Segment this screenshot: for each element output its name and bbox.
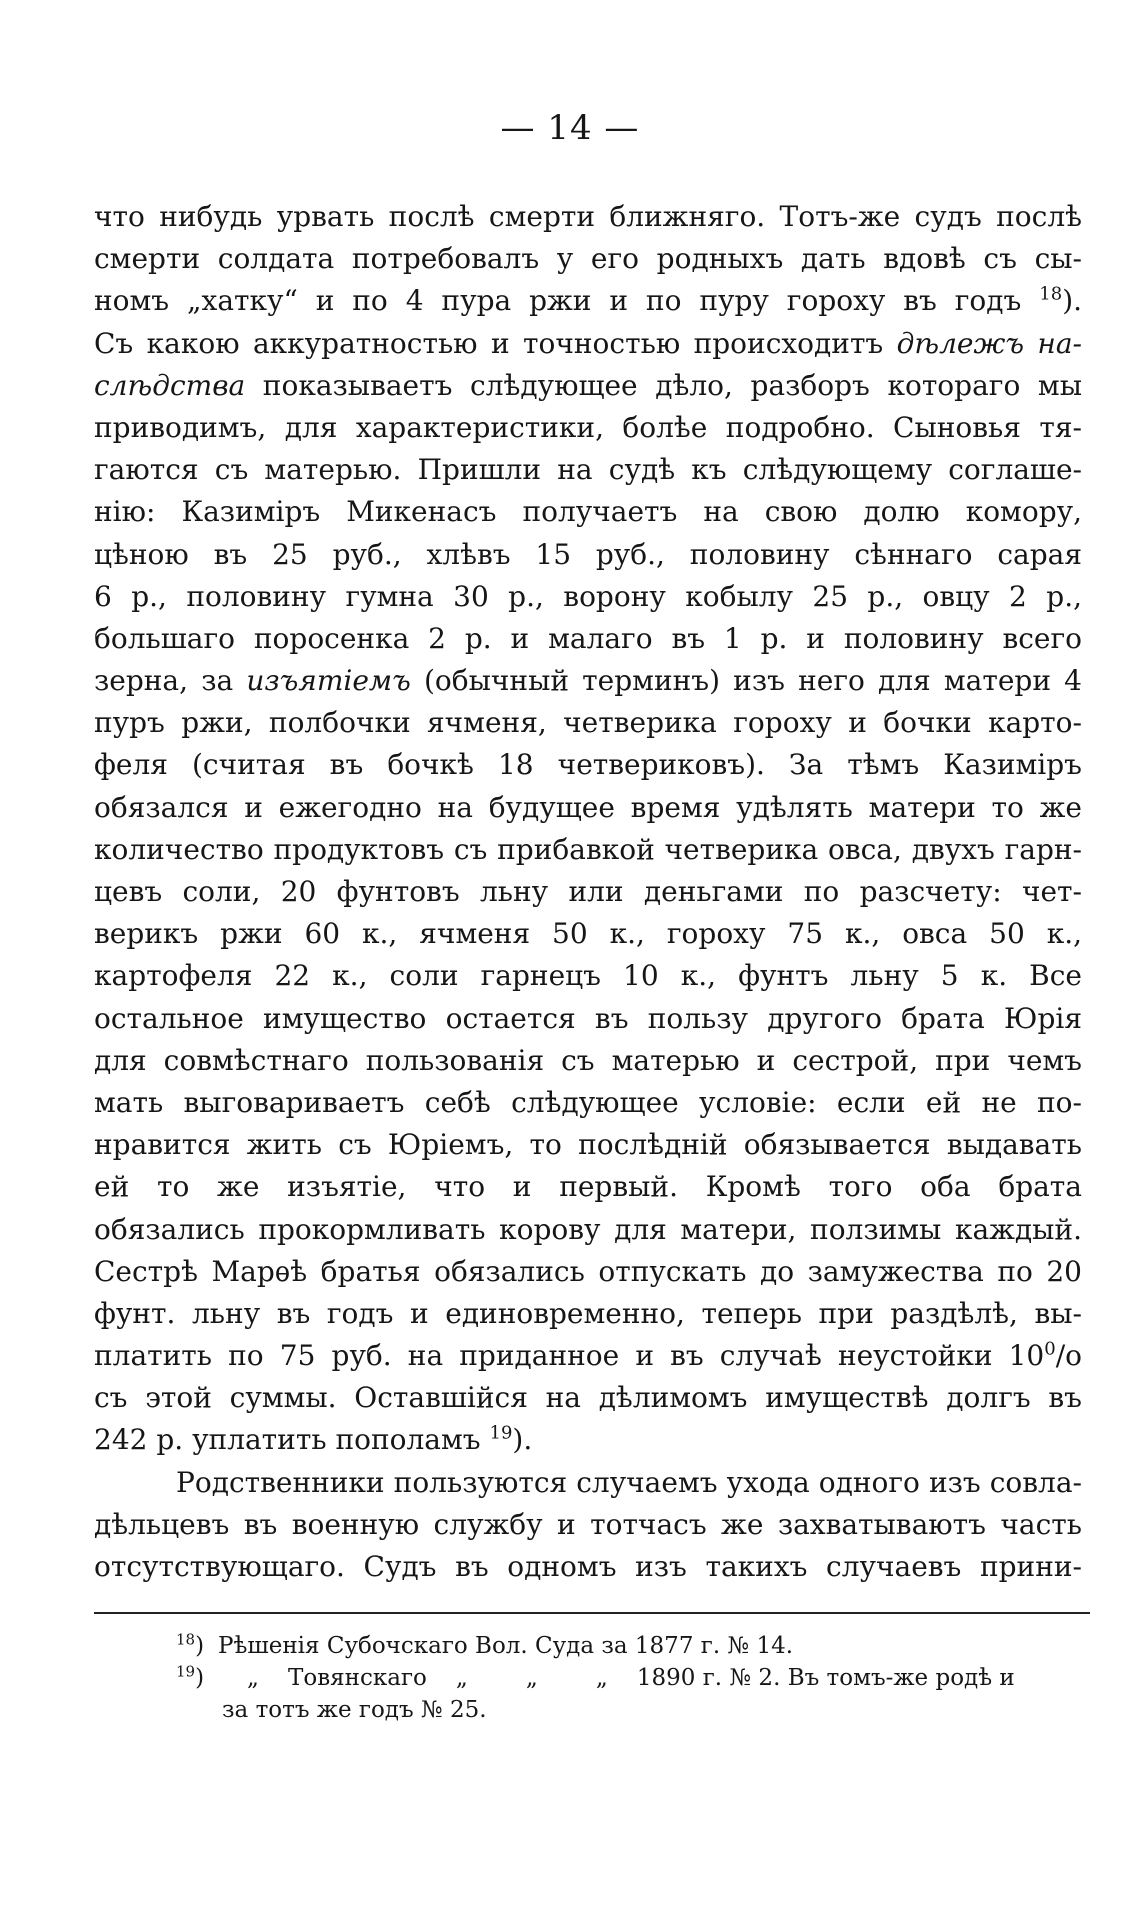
text-line — [94, 1209, 1082, 1251]
line-text: дѣльцевъ въ военную службу и тотчасъ же захватываютъ часть — [94, 1507, 1082, 1541]
line-text: обязался и ежегодно на будущее время удѣлять матери то же — [94, 790, 1082, 824]
line-text: верикъ ржи 60 к., ячменя 50 к., гороху 75 к., овса 50 к., — [94, 917, 1082, 951]
line-text: ей то же изъятіе, что и первый. Кромѣ того оба брата — [94, 1170, 1082, 1204]
line-text: мать выговариваетъ себѣ слѣдующее условіе: если ей не по- — [94, 1085, 1082, 1119]
line-text: пуръ ржи, полбочки ячменя, четверика гороху и бочки карто- — [94, 706, 1082, 740]
text-line — [94, 871, 1082, 913]
ditto-mark: „ — [525, 1665, 538, 1691]
line-text: цѣною въ 25 руб., хлѣвъ 15 руб., половину сѣннаго сарая — [94, 537, 1082, 571]
line-text: Родственники пользуются случаемъ ухода одного изъ совла- — [176, 1465, 1082, 1499]
text-line — [94, 449, 1082, 491]
text-line — [94, 1166, 1082, 1208]
text-line — [94, 829, 1082, 871]
text-line — [94, 1419, 1082, 1461]
line-text: 242 р. уплатить пополамъ — [94, 1423, 481, 1457]
line-text: гаются съ матерью. Пришли на судѣ къ слѣдующему соглаше- — [94, 453, 1082, 487]
line-text: платить по 75 руб. на приданное и въ случаѣ неустойки 10 — [94, 1339, 1045, 1373]
line-text: цевъ соли, 20 фунтовъ льну или деньгами по разсчету: чет- — [94, 875, 1082, 908]
line-text: количество продуктовъ съ прибавкой четверика овса, двухъ гарн- — [94, 832, 1082, 866]
text-line — [94, 660, 1082, 702]
text-line — [94, 1082, 1082, 1124]
line-text: (обычный терминъ) изъ него для матери 4 — [423, 664, 1082, 698]
line-text: смерти солдата потребовалъ у его родныхъ дать вдовѣ съ сы- — [94, 242, 1082, 276]
percent-sup: 0 — [1044, 1338, 1056, 1360]
footnotes — [176, 1630, 1082, 1726]
text-line — [94, 1462, 1082, 1504]
ditto-mark: „ — [247, 1665, 259, 1691]
text-line — [94, 196, 1082, 238]
text-line — [94, 702, 1082, 744]
line-text: номъ „хатку“ и по 4 пура ржи и по пуру гороху въ годъ — [94, 284, 1022, 318]
footnote-marker — [176, 1630, 218, 1662]
line-text: показываетъ слѣдующее дѣло, разборъ котораго мы — [262, 368, 1082, 402]
footnote-text: Товянскаго — [288, 1665, 427, 1691]
line-text: нравится жить съ Юріемъ, то послѣдній обязывается выдавать — [94, 1128, 1082, 1162]
footnote-number: 18 — [176, 1630, 196, 1649]
line-text: феля (считая въ бочкѣ 18 четвериковъ). За тѣмъ Казиміръ — [94, 748, 1082, 782]
page-number: — 14 — — [500, 108, 640, 148]
footnote-marker — [176, 1662, 218, 1694]
text-line — [94, 1504, 1082, 1546]
ref-close: ). — [1062, 284, 1083, 318]
line-text: большаго поросенка 2 р. и малаго въ 1 р. и половину всего — [94, 621, 1082, 655]
footnote-ref-19[interactable]: 19 — [489, 1423, 513, 1445]
text-line — [94, 407, 1082, 449]
line-text: картофеля 22 к., соли гарнецъ 10 к., фунтъ льну 5 к. Все — [94, 959, 1082, 993]
line-text: приводимъ, для характеристики, болѣе подробно. Сыновья тя- — [94, 410, 1082, 444]
line-text: фунт. льну въ годъ и единовременно, теперь при раздѣлѣ, вы- — [94, 1296, 1082, 1330]
text-line — [94, 787, 1082, 829]
footnote-paren: ) — [195, 1665, 205, 1691]
text-line — [94, 1124, 1082, 1166]
line-text: съ этой суммы. Оставшійся на дѣлимомъ имуществѣ долгъ въ — [94, 1381, 1082, 1415]
footnote-ref-18[interactable]: 18 — [1039, 284, 1063, 306]
text-line — [94, 323, 1082, 365]
text-line — [94, 365, 1082, 407]
text-line — [94, 238, 1082, 280]
line-text: 6 р., половину гумна 30 р., ворону кобылу 25 р., овцу 2 р., — [94, 579, 1082, 613]
text-line — [94, 534, 1082, 576]
text-line — [94, 1293, 1082, 1335]
line-text: зерна, за — [94, 664, 234, 698]
line-text: обязались прокормливать корову для матери, ползимы каждый. — [94, 1212, 1082, 1246]
line-text: что нибудь урвать послѣ смерти ближняго. Тотъ-же судъ послѣ — [94, 200, 1082, 233]
text-line — [94, 576, 1082, 618]
text-line — [94, 1546, 1082, 1588]
line-text: для совмѣстнаго пользованія съ матерью и сестрой, при чемъ — [94, 1043, 1082, 1077]
text-line — [94, 1040, 1082, 1082]
main-text — [94, 196, 1082, 1588]
text-line — [94, 1251, 1082, 1293]
text-line — [94, 280, 1082, 322]
footnote-18 — [176, 1630, 1082, 1662]
text-line — [94, 1377, 1082, 1419]
text-line — [94, 1335, 1082, 1377]
line-text: Съ какою аккуратностью и точностью происходитъ — [94, 326, 884, 360]
footnote-paren: ) — [195, 1633, 205, 1659]
italic-term: изъятіемъ — [246, 664, 411, 698]
percent-tail: /o — [1055, 1339, 1082, 1373]
line-text: отсутствующаго. Судъ въ одномъ изъ такихъ случаевъ прини- — [94, 1550, 1082, 1583]
ditto-mark: „ — [455, 1665, 468, 1691]
footnote-text: за тотъ же годъ № 25. — [222, 1697, 487, 1723]
ref-close: ). — [512, 1423, 533, 1457]
footnote-divider — [94, 1612, 1090, 1614]
text-line — [94, 955, 1082, 997]
italic-term: дѣлежъ на- — [896, 326, 1082, 360]
text-line — [94, 913, 1082, 955]
footnote-text: 1890 г. № 2. Въ томъ-же родѣ и — [636, 1665, 1015, 1691]
footnote-19 — [176, 1662, 1082, 1694]
line-text: нію: Казиміръ Микенасъ получаетъ на свою долю комору, — [94, 495, 1082, 529]
ditto-mark: „ — [595, 1665, 608, 1691]
footnote-number: 19 — [176, 1662, 196, 1681]
text-line — [94, 491, 1082, 533]
line-text: Сестрѣ Марѳѣ братья обязались отпускать до замужества по 20 — [94, 1254, 1082, 1288]
text-line — [94, 744, 1082, 786]
text-line — [94, 618, 1082, 660]
line-text: остальное имущество остается въ пользу другого брата Юрія — [94, 1001, 1082, 1035]
italic-term: слѣдства — [94, 368, 246, 402]
text-line — [94, 998, 1082, 1040]
footnote-text: Рѣшенія Субочскаго Вол. Суда за 1877 г. № 14. — [218, 1633, 794, 1659]
footnote-19-continuation — [176, 1694, 1082, 1726]
